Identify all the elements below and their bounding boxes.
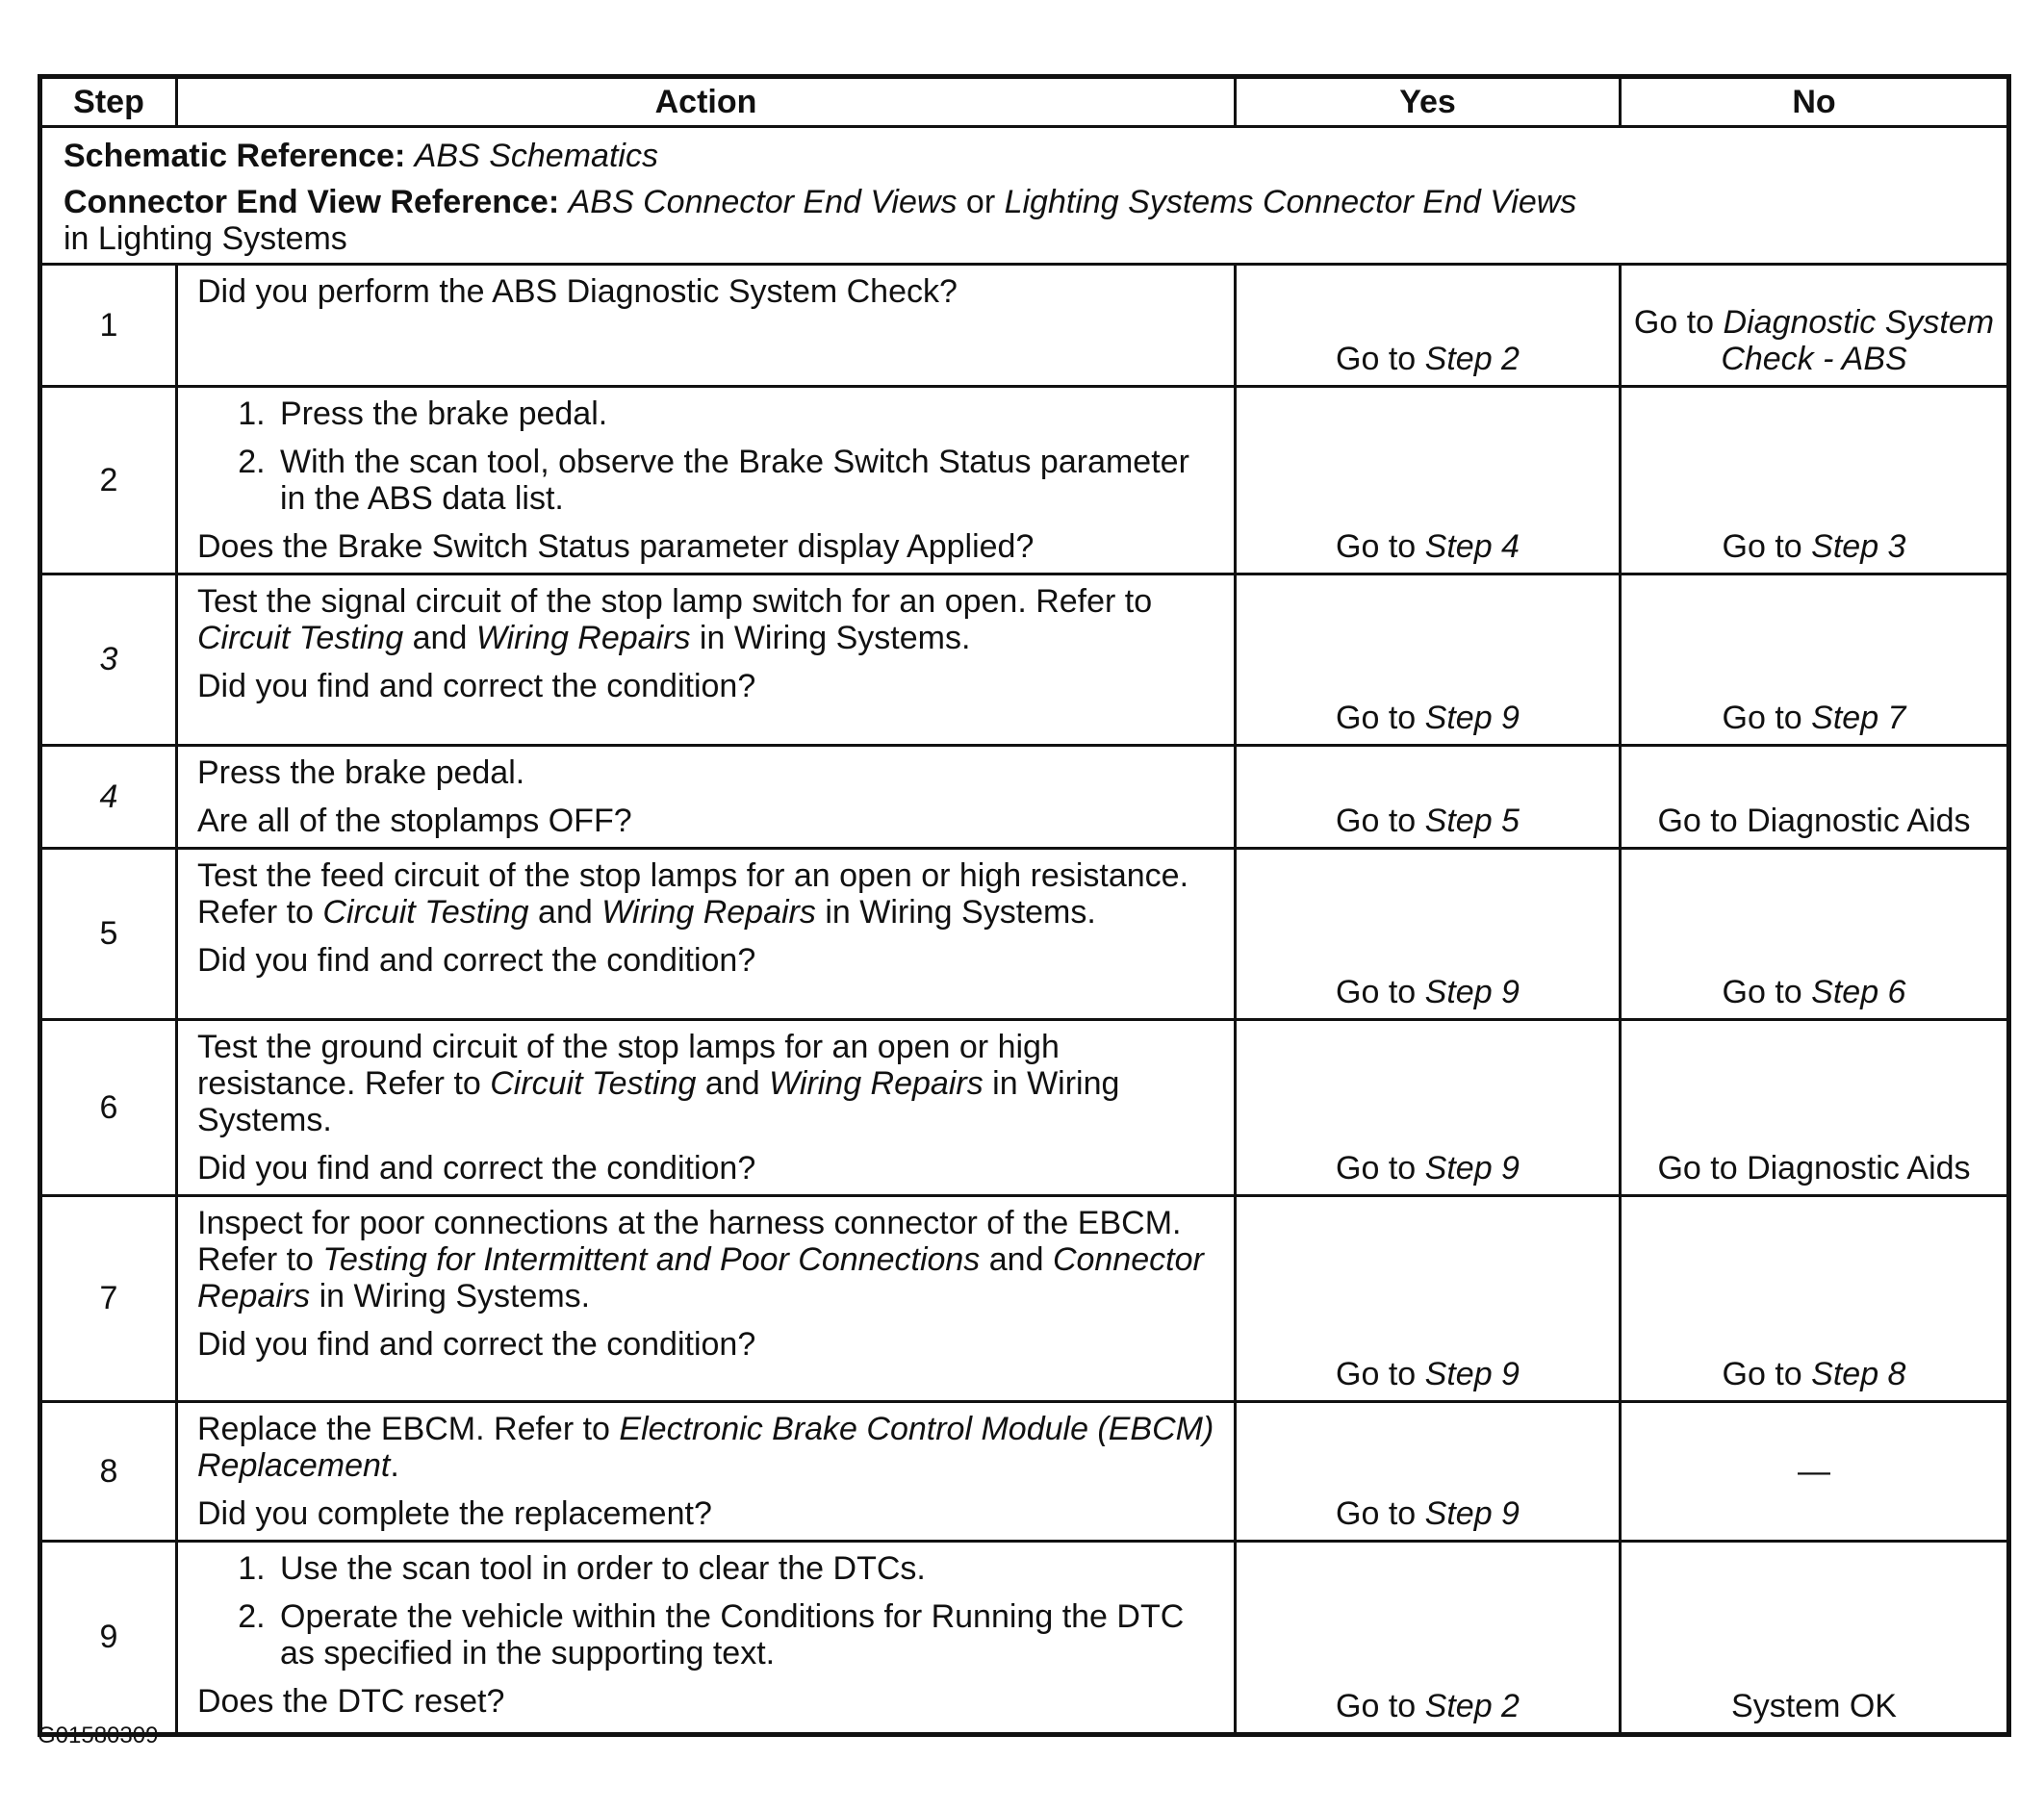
no-prefix: Go to [1722,528,1802,565]
yes-step-link[interactable]: Step 9 [1424,1150,1520,1187]
step-number: 8 [40,1402,177,1542]
instruction-reference[interactable]: Wiring Repairs [475,620,691,656]
yes-step-link[interactable]: Step 5 [1424,803,1520,839]
step-number: 4 [40,746,177,849]
yes-cell [1236,1402,1621,1542]
step-number: 9 [40,1542,177,1735]
yes-cell [1236,849,1621,1020]
table-row [40,574,2009,746]
action-instruction: Press the brake pedal. [197,754,525,791]
action-question: Did you find and correct the condition? [197,1326,756,1363]
schematic-reference-value: ABS Schematics [414,138,658,174]
reference-row [40,127,2009,265]
no-prefix: Go to [1633,304,1715,341]
no-dash: — [1798,1453,1830,1490]
yes-step-link[interactable]: Step 9 [1424,1495,1520,1532]
instruction-conjunction: and [988,1241,1044,1278]
table-row [40,746,2009,849]
yes-cell [1236,265,1621,387]
no-prefix: Go to [1722,974,1802,1010]
yes-prefix: Go to [1336,528,1417,565]
yes-step-link[interactable]: Step 2 [1424,341,1520,377]
no-cell [1621,265,2009,387]
no-cell [1621,387,2009,574]
instruction-text: in Wiring Systems. [319,1278,591,1314]
yes-prefix: Go to [1336,1150,1417,1187]
action-instruction [197,1029,1214,1138]
action-cell [177,265,1236,387]
yes-prefix: Go to [1336,803,1417,839]
no-step-link[interactable]: Step 8 [1811,1356,1906,1392]
yes-prefix: Go to [1336,1495,1417,1532]
connector-reference-label: Connector End View Reference: [64,184,560,220]
instruction-reference[interactable]: Wiring Repairs [601,894,816,931]
connector-reference-value-2: Lighting Systems Connector End Views [1004,184,1577,220]
step-number: 1 [40,265,177,387]
action-cell [177,1020,1236,1196]
action-question: Did you find and correct the condition? [197,668,756,704]
no-step-link[interactable]: Step 7 [1811,700,1906,736]
action-cell [177,387,1236,574]
instruction-reference[interactable]: Circuit Testing [490,1065,697,1102]
no-step-link[interactable]: Step 6 [1811,974,1906,1010]
action-cell [177,746,1236,849]
yes-prefix: Go to [1336,341,1417,377]
yes-cell [1236,1196,1621,1402]
no-diagnostic-aids-link[interactable]: Go to Diagnostic Aids [1657,803,1971,839]
action-steps [197,1550,1214,1672]
no-cell [1621,574,2009,746]
action-cell [177,574,1236,746]
instruction-reference[interactable]: Connector Repairs [197,1241,1204,1314]
yes-cell [1236,746,1621,849]
instruction-conjunction: and [538,894,593,931]
action-instruction [197,857,1214,931]
no-system-ok: System OK [1731,1688,1897,1724]
action-step-item: 1. Use the scan tool in order to clear the DTCs. [274,1550,1214,1587]
yes-prefix: Go to [1336,700,1417,736]
header-yes: Yes [1236,77,1621,127]
no-prefix: Go to [1722,700,1802,736]
no-cell [1621,1020,2009,1196]
yes-prefix: Go to [1336,1356,1417,1392]
header-step: Step [40,77,177,127]
table-row [40,265,2009,387]
instruction-reference[interactable]: Circuit Testing [197,620,404,656]
action-question: Are all of the stoplamps OFF? [197,803,632,839]
table-row [40,1542,2009,1735]
connector-reference-or: or [965,184,996,220]
table-row [40,1402,2009,1542]
no-cell [1621,1196,2009,1402]
reference-cell [40,127,2009,265]
header-no: No [1621,77,2009,127]
instruction-text: Test the signal circuit of the stop lamp switch for an open. Refer to [197,583,1153,620]
instruction-text: Test the feed circuit of the stop lamps for an open or high resistance. Refer to [197,857,1189,931]
step-number: 2 [40,387,177,574]
instruction-reference[interactable]: Testing for Intermittent and Poor Connections [322,1241,981,1278]
step-number: 3 [40,574,177,746]
yes-cell [1236,574,1621,746]
action-step-item: 1. Press the brake pedal. [274,396,1214,432]
instruction-reference[interactable]: Electronic Brake Control Module (EBCM) Replacement [197,1411,1214,1484]
instruction-conjunction: and [704,1065,760,1102]
action-cell [177,1196,1236,1402]
instruction-text: in Wiring Systems. [825,894,1096,931]
action-instruction [197,1205,1214,1314]
no-cell [1621,1542,2009,1735]
yes-cell [1236,1542,1621,1735]
action-question: Did you find and correct the condition? [197,1150,756,1187]
connector-reference [64,184,1985,257]
no-diagnostic-aids-link[interactable]: Go to Diagnostic Aids [1657,1150,1971,1187]
connector-reference-value-1: ABS Connector End Views [568,184,958,220]
action-cell [177,1402,1236,1542]
table-row [40,387,2009,574]
table-row [40,1020,2009,1196]
instruction-conjunction: and [412,620,468,656]
no-step-link[interactable]: Step 3 [1811,528,1906,565]
yes-step-link[interactable]: Step 9 [1424,1356,1520,1392]
yes-step-link[interactable]: Step 9 [1424,700,1520,736]
table-row [40,849,2009,1020]
instruction-text: Inspect for poor connections at the harness connector of the EBCM. Refer to [197,1205,1182,1278]
connector-reference-suffix: in Lighting Systems [64,220,347,257]
schematic-reference [64,138,1985,174]
action-steps [197,396,1214,517]
yes-cell [1236,1020,1621,1196]
no-cell [1621,1402,2009,1542]
instruction-reference[interactable]: Circuit Testing [322,894,529,931]
action-step-item: 2. With the scan tool, observe the Brake Switch Status parameter in the ABS data list. [274,444,1214,517]
action-cell [177,1542,1236,1735]
step-number: 7 [40,1196,177,1402]
instruction-text: Replace the EBCM. Refer to [197,1411,610,1447]
header-action: Action [177,77,1236,127]
action-step-item: 2. Operate the vehicle within the Conditions for Running the DTC as specified in the supporting text. [274,1598,1214,1672]
no-prefix: Go to [1722,1356,1802,1392]
action-question: Does the Brake Switch Status parameter display Applied? [197,528,1035,565]
action-question: Did you perform the ABS Diagnostic System Check? [197,273,958,310]
step-number: 6 [40,1020,177,1196]
no-step-link[interactable]: Diagnostic System Check - ABS [1721,304,1995,377]
yes-step-link[interactable]: Step 9 [1424,974,1520,1010]
yes-step-link[interactable]: Step 4 [1424,528,1520,565]
action-cell [177,849,1236,1020]
figure-id: G01580309 [38,1723,159,1748]
no-cell [1621,746,2009,849]
step-number: 5 [40,849,177,1020]
instruction-text: in Wiring Systems. [197,1065,1120,1138]
header-row [40,77,2009,127]
yes-cell [1236,387,1621,574]
action-question: Does the DTC reset? [197,1683,505,1720]
table-row [40,1196,2009,1402]
instruction-reference[interactable]: Wiring Repairs [769,1065,984,1102]
yes-prefix: Go to [1336,974,1417,1010]
yes-step-link[interactable]: Step 2 [1424,1688,1520,1724]
instruction-text: . [390,1447,399,1484]
schematic-reference-label: Schematic Reference: [64,138,406,174]
action-question: Did you complete the replacement? [197,1495,712,1532]
action-instruction [197,583,1214,656]
no-cell [1621,849,2009,1020]
yes-prefix: Go to [1336,1688,1417,1724]
diagnostic-table [38,74,2011,1737]
instruction-text: in Wiring Systems. [699,620,971,656]
action-question: Did you find and correct the condition? [197,942,756,979]
action-instruction [197,1411,1214,1484]
instruction-text: Test the ground circuit of the stop lamps for an open or high resistance. Refer to [197,1029,1060,1102]
